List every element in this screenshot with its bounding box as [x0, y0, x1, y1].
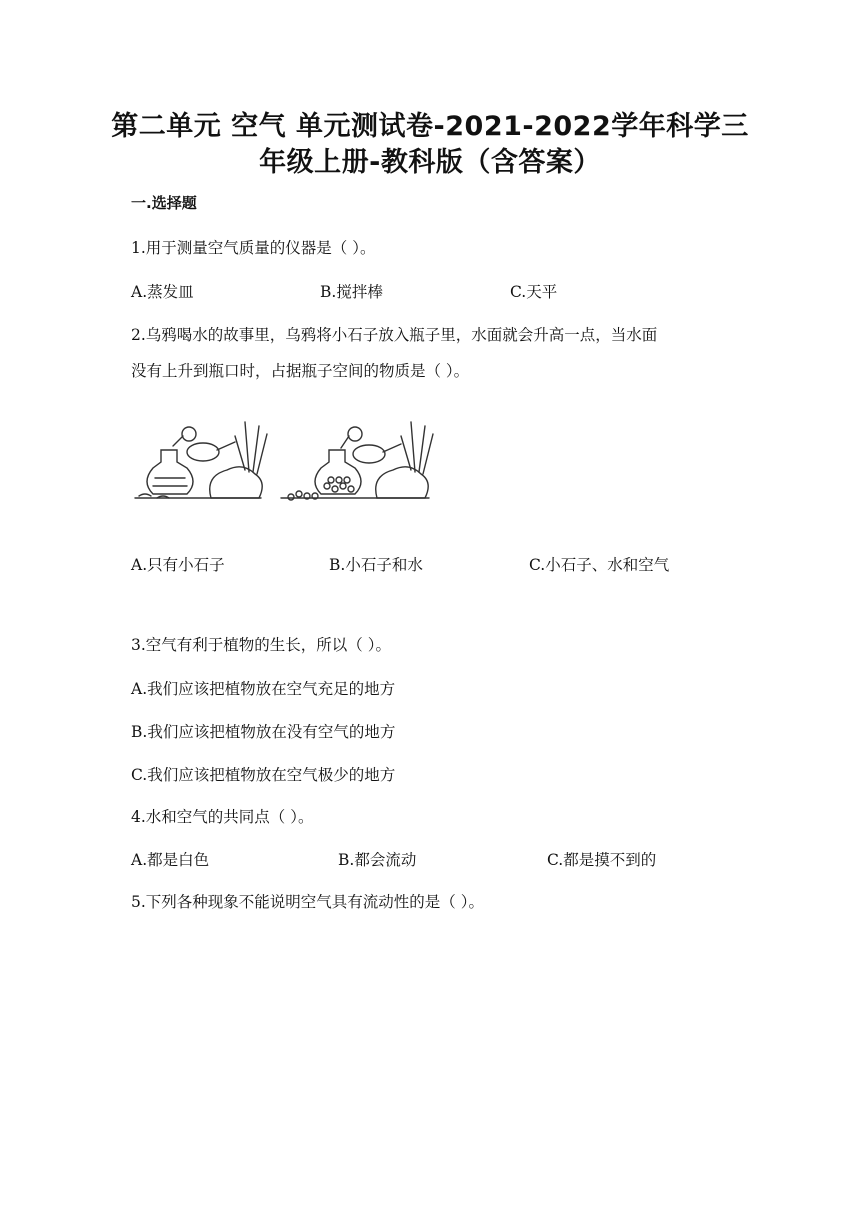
- q2-option-c: C.小石子、水和空气: [529, 556, 670, 574]
- document-title-line2: 年级上册-教科版（含答案）: [259, 147, 601, 178]
- q4-option-a: A.都是白色: [131, 851, 210, 869]
- question-2-line2: 没有上升到瓶口时，占据瓶子空间的物质是（ ）。: [131, 362, 470, 380]
- question-2-line1: 2.乌鸦喝水的故事里，乌鸦将小石子放入瓶子里，水面就会升高一点，当水面: [131, 326, 658, 344]
- question-4: 4.水和空气的共同点（ ）。: [131, 808, 314, 826]
- q1-option-a: A.蒸发皿: [131, 283, 194, 301]
- question-3: 3.空气有利于植物的生长，所以（ ）。: [131, 636, 391, 654]
- q2-option-a: A.只有小石子: [131, 556, 225, 574]
- q3-option-b: B.我们应该把植物放在没有空气的地方: [131, 723, 396, 741]
- q3-option-c: C.我们应该把植物放在空气极少的地方: [131, 766, 396, 784]
- q3-option-a: A.我们应该把植物放在空气充足的地方: [131, 680, 396, 698]
- question-5: 5.下列各种现象不能说明空气具有流动性的是（ ）。: [131, 893, 484, 911]
- q4-option-c: C.都是摸不到的: [547, 851, 657, 869]
- question-1: 1.用于测量空气质量的仪器是（ ）。: [131, 239, 376, 257]
- q4-option-b: B.都会流动: [338, 851, 417, 869]
- document-title-line1: 第二单元 空气 单元测试卷-2021-2022学年科学三: [111, 111, 749, 142]
- q2-option-b: B.小石子和水: [329, 556, 423, 574]
- q1-option-c: C.天平: [510, 283, 558, 301]
- section-heading: 一.选择题: [131, 194, 197, 212]
- crow-drinking-water-illustration: [131, 412, 441, 508]
- q1-option-b: B.搅拌棒: [320, 283, 383, 301]
